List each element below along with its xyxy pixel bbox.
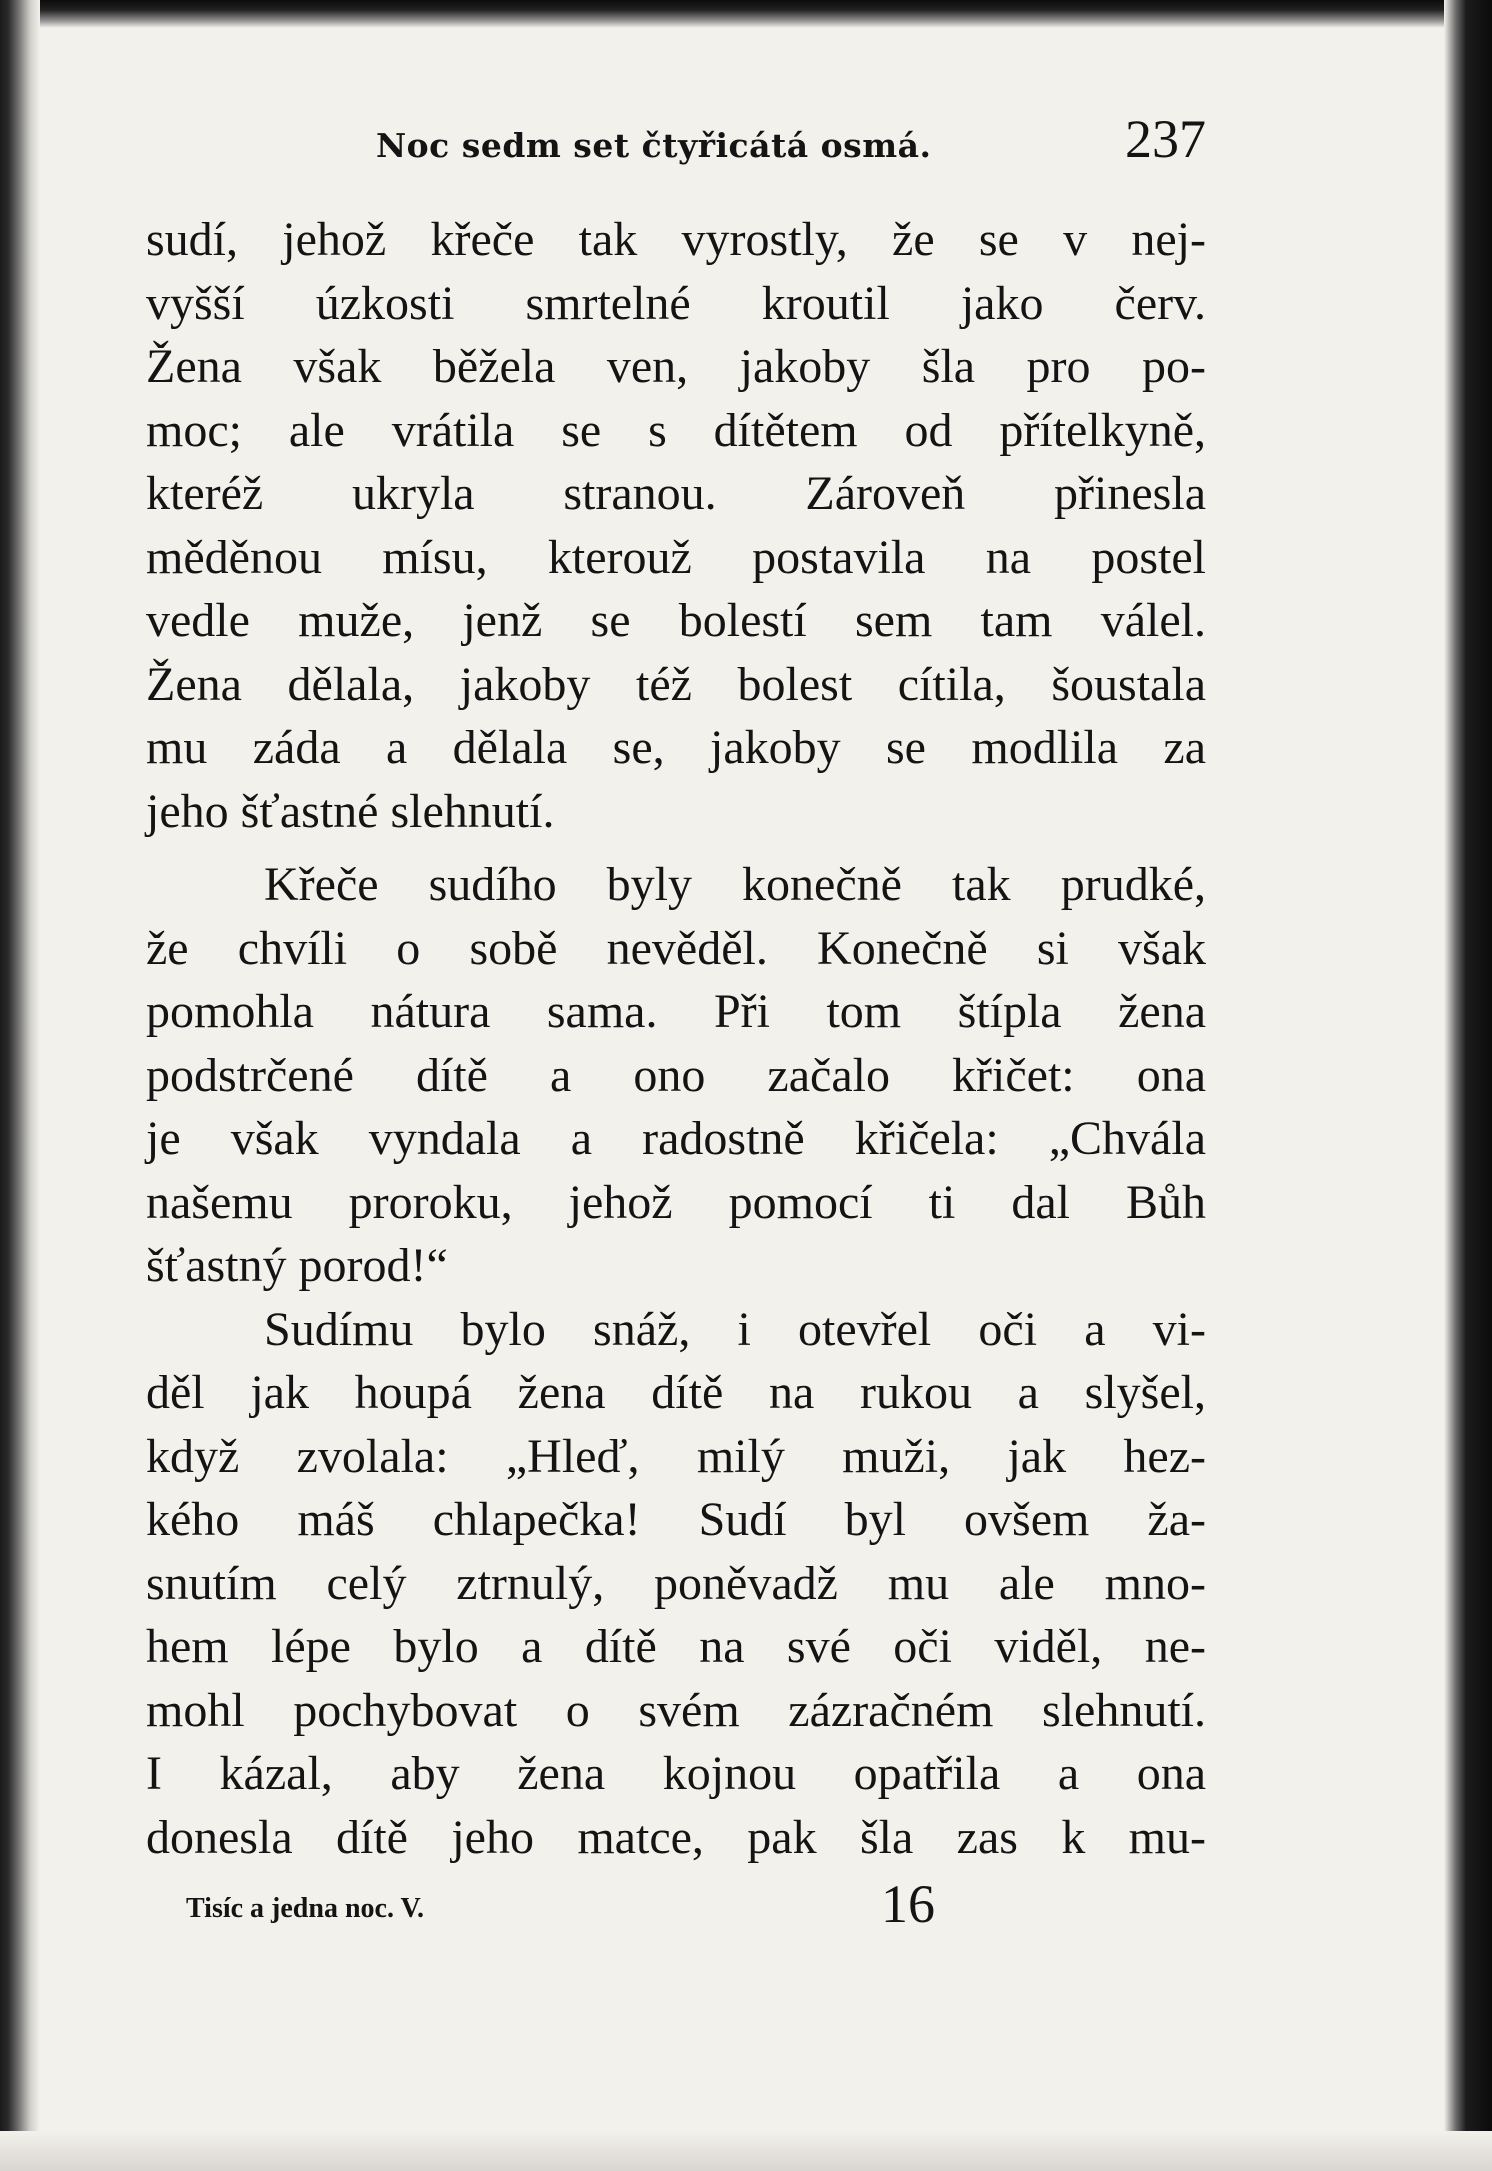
text-line: moc; ale vrátila se s dítětem od přítelkyně,: [146, 403, 1206, 457]
text-line: sudí, jehož křeče tak vyrostly, že se v nej-: [146, 213, 1206, 266]
signature-mark: 16: [881, 1874, 935, 1934]
text-line: našemu proroku, jehož pomocí ti dal Bůh: [146, 1175, 1206, 1229]
book-page: [146, 104, 1206, 1943]
paragraph-1: [146, 208, 1206, 843]
text-line: donesla dítě jeho matce, pak šla zas k mu-: [146, 1810, 1206, 1864]
text-line: kteréž ukryla stranou. Zároveň přinesla: [146, 467, 1206, 520]
text-line: je však vyndala a radostně křičela: „Chvála: [146, 1112, 1206, 1165]
text-line: Žena dělala, jakoby též bolest cítila, šoustala: [146, 657, 1206, 711]
text-line: šťastný porod!“: [146, 1239, 448, 1292]
text-line: měděnou mísu, kterouž postavila na postel: [146, 530, 1206, 584]
page-number: 237: [1125, 109, 1206, 169]
text-line: snutím celý ztrnulý, poněvadž mu ale mno-: [146, 1556, 1206, 1610]
text-line: Žena však běžela ven, jakoby šla pro po-: [146, 340, 1206, 393]
text-line: mu záda a dělala se, jakoby se modlila za: [146, 721, 1206, 774]
text-line: když zvolala: „Hleď, milý muži, jak hez-: [146, 1429, 1206, 1483]
text-line: vyšší úzkosti smrtelné kroutil jako červ.: [146, 276, 1206, 330]
text-line: hem lépe bylo a dítě na své oči viděl, ne-: [146, 1620, 1206, 1673]
text-line: že chvíli o sobě nevěděl. Konečně si však: [146, 921, 1206, 975]
paragraph-3: [146, 1298, 1206, 1870]
scan-top-edge: [0, 0, 1492, 28]
text-line: I kázal, aby žena kojnou opatřila a ona: [146, 1747, 1206, 1800]
page-footer: [146, 1873, 1206, 1943]
body-text: [146, 208, 1206, 1869]
text-line: vedle muže, jenž se bolestí sem tam válel.: [146, 594, 1206, 647]
text-line: podstrčené dítě a ono začalo křičet: ona: [146, 1048, 1206, 1102]
scan-spine-shadow: [0, 0, 40, 2171]
scan-bottom-edge: [0, 2131, 1492, 2171]
paragraph-2: [146, 853, 1206, 1298]
signature-line: Tisíc a jedna noc. V.: [186, 1893, 425, 1924]
text-line: děl jak houpá žena dítě na rukou a slyšel,: [146, 1366, 1206, 1419]
text-line: mohl pochybovat o svém zázračném slehnutí.: [146, 1683, 1206, 1737]
text-line: kého máš chlapečka! Sudí byl ovšem ža-: [146, 1493, 1206, 1546]
running-head-title: Noc sedm set čtyřicátá osmá.: [376, 126, 932, 165]
text-line: Sudímu bylo snáž, i otevřel oči a vi-: [264, 1302, 1206, 1356]
text-line: pomohla nátura sama. Při tom štípla žena: [146, 985, 1206, 1038]
running-head: [146, 104, 1206, 184]
text-line: jeho šťastné slehnutí.: [146, 784, 555, 838]
scan-right-edge: [1444, 0, 1492, 2171]
text-line: Křeče sudího byly konečně tak prudké,: [264, 858, 1206, 911]
